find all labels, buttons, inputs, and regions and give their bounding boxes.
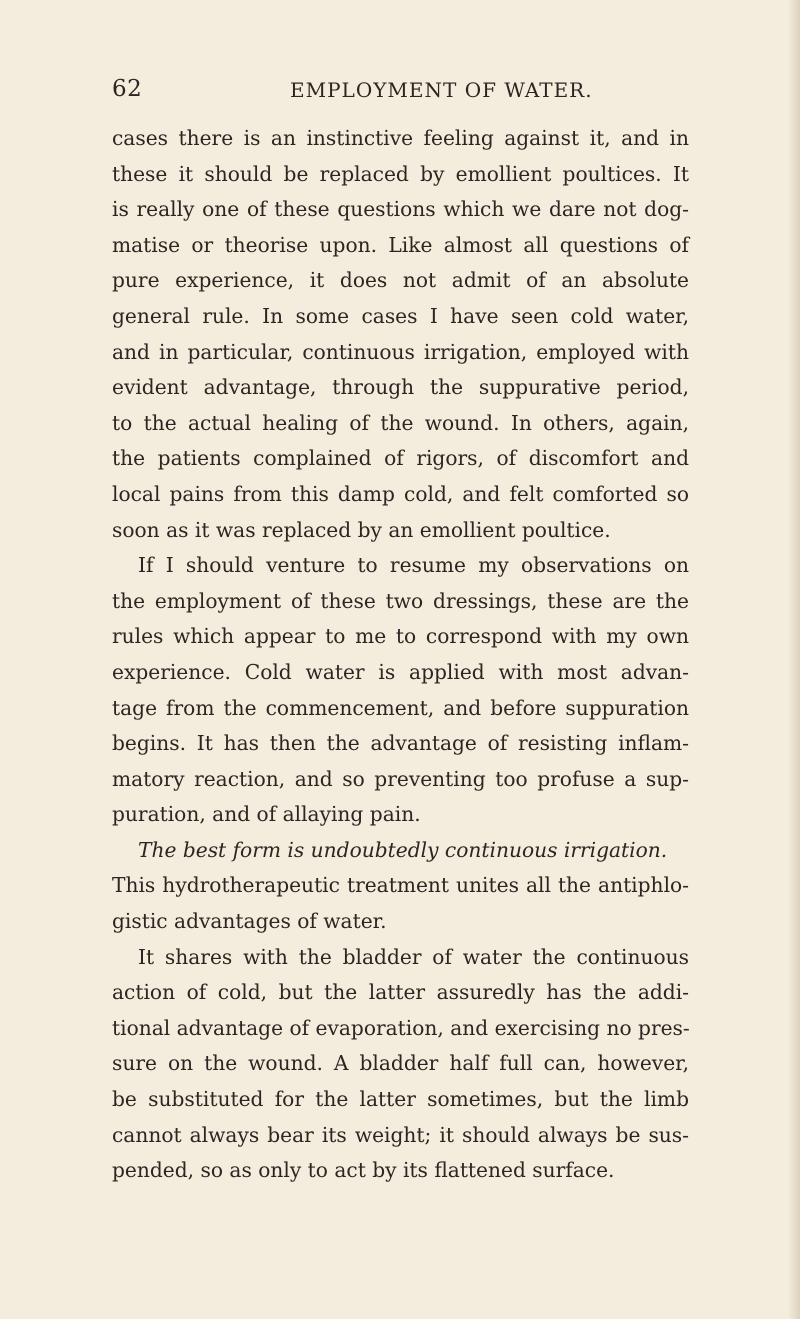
text-line: sure on the wound. A bladder half full can, however,: [112, 1051, 689, 1076]
text-line: cases there is an instinctive feeling against it, and in: [112, 126, 689, 150]
page-header: [112, 76, 690, 116]
text-line: If I should venture to resume my observations on: [138, 553, 689, 578]
page-edge-shadow: [788, 0, 800, 1319]
text-line: general rule. In some cases I have seen cold water,: [112, 303, 689, 328]
text-line: the employment of these two dressings, these are the: [112, 588, 689, 613]
page-number: 62: [112, 76, 143, 102]
text-line: these it should be replaced by emollient poultices. It: [112, 161, 689, 186]
body-text: [112, 121, 689, 1189]
text-line: matory reaction, and so preventing too profuse a sup-: [112, 766, 689, 791]
text-line: local pains from this damp cold, and felt comforted so: [112, 481, 689, 506]
text-line: tional advantage of evaporation, and exercising no pres-: [112, 1015, 690, 1040]
text-line: experience. Cold water is applied with most advan-: [112, 659, 689, 684]
text-line: matise or theorise upon. Like almost all questions of: [112, 232, 689, 257]
text-line: soon as it was replaced by an emollient poultice.: [112, 517, 611, 542]
italic-emphasis: The best form is undoubtedly continuous irrigation.: [138, 837, 668, 862]
text-line: pure experience, it does not admit of an absolute: [112, 268, 689, 293]
running-head: EMPLOYMENT OF WATER.: [290, 78, 593, 102]
text-line: pended, so as only to act by its flattened surface.: [112, 1158, 615, 1183]
text-line: cannot always bear its weight; it should always be sus-: [112, 1122, 689, 1147]
text-line: is really one of these questions which we dare not dog-: [112, 197, 689, 222]
italic-text-line: [112, 833, 689, 869]
text-line: gistic advantages of water.: [112, 909, 387, 934]
text-line: be substituted for the latter sometimes, but the limb: [112, 1087, 689, 1112]
text-line: evident advantage, through the suppurative period,: [112, 375, 689, 400]
text-line: and in particular, continuous irrigation, employed with: [112, 339, 689, 364]
text-line: rules which appear to me to correspond with my own: [112, 624, 689, 649]
text-line: begins. It has then the advantage of resisting inflam-: [112, 731, 689, 756]
text-line: to the actual healing of the wound. In others, again,: [112, 410, 689, 435]
text-line: It shares with the bladder of water the continuous: [138, 944, 689, 969]
text-line: the patients complained of rigors, of discomfort and: [112, 446, 689, 471]
text-line: This hydrotherapeutic treatment unites all the antiphlo-: [112, 873, 689, 898]
text-line: tage from the commencement, and before suppuration: [112, 695, 689, 720]
text-line: action of cold, but the latter assuredly has the addi-: [112, 980, 689, 1005]
text-line: puration, and of allaying pain.: [112, 802, 421, 827]
